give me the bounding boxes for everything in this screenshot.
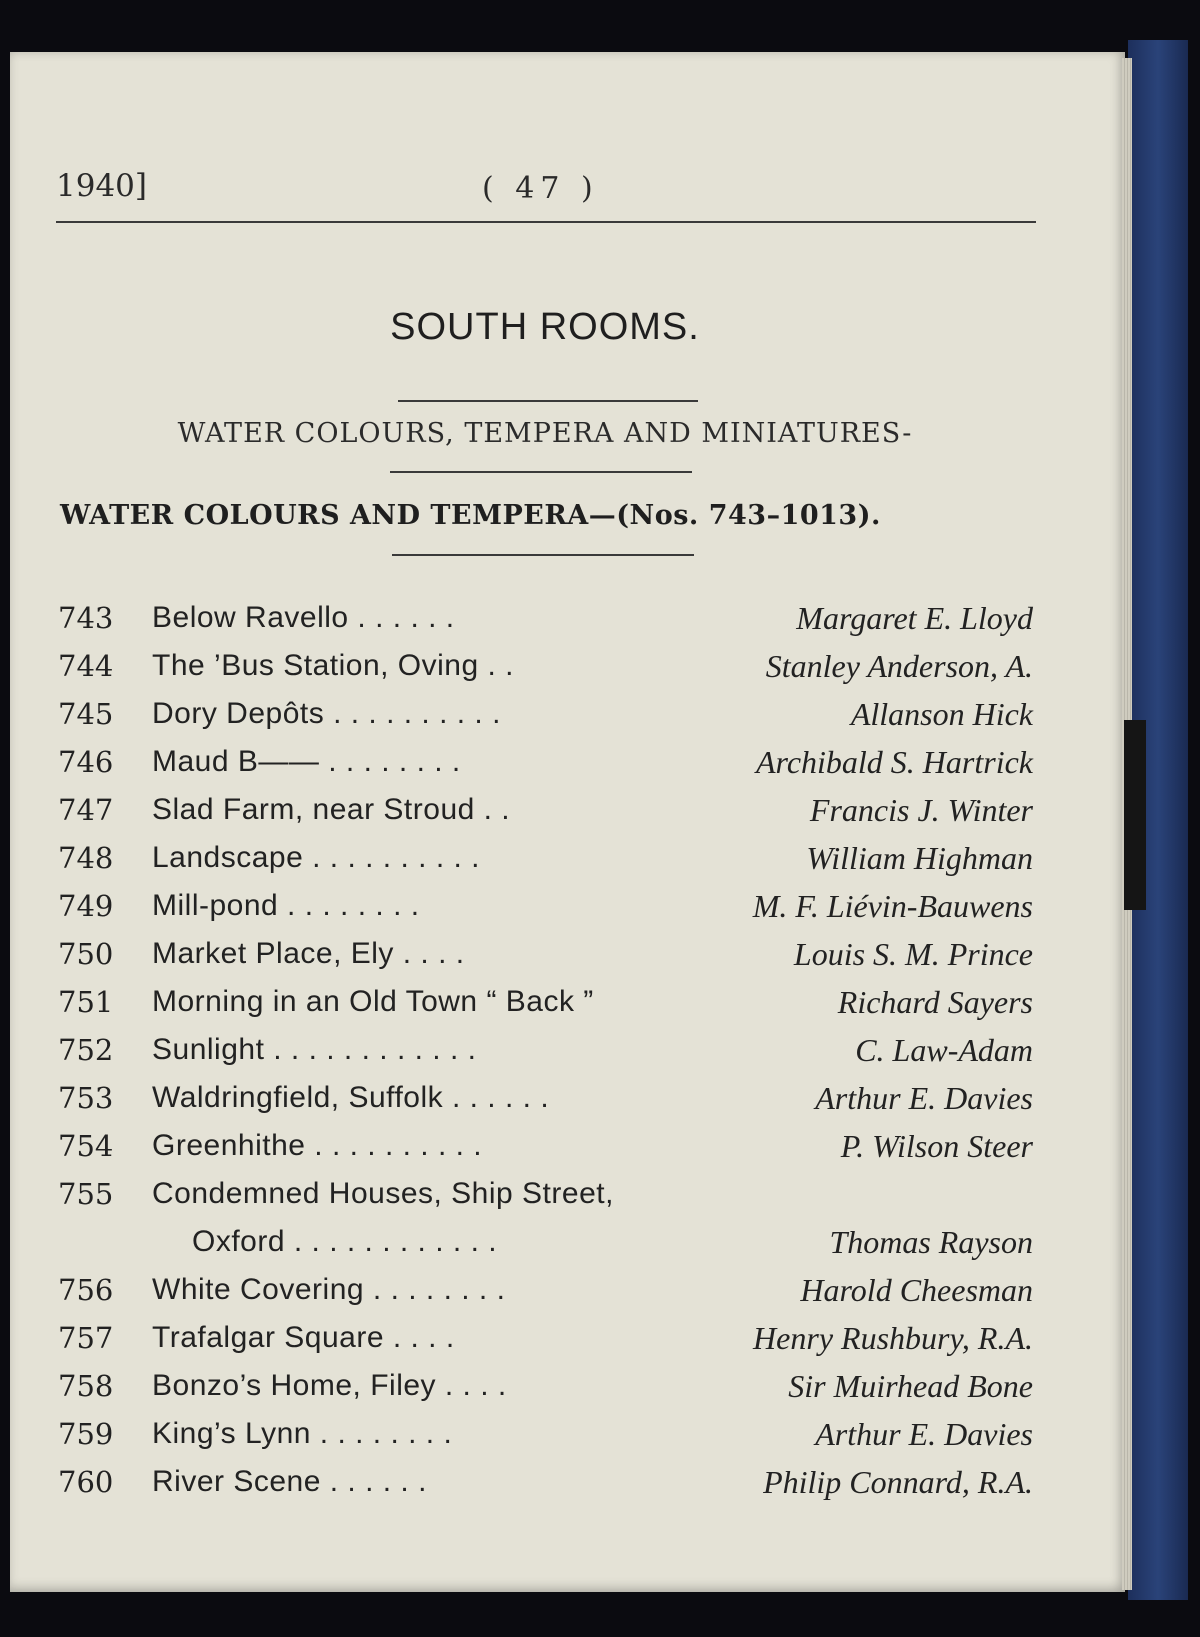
list-item xyxy=(58,930,1033,978)
entry-artist: Thomas Rayson xyxy=(829,1224,1033,1260)
entry-artist: Margaret E. Lloyd xyxy=(796,600,1033,636)
entry-number: 757 xyxy=(58,1321,114,1355)
list-item xyxy=(58,738,1033,786)
list-item xyxy=(58,834,1033,882)
entry-artist: P. Wilson Steer xyxy=(840,1128,1033,1164)
list-item xyxy=(58,642,1033,690)
list-item xyxy=(58,786,1033,834)
entry-number: 754 xyxy=(58,1129,114,1163)
entry-title: Greenhithe . . . . . . . . . . xyxy=(152,1129,483,1162)
subtitle-rule xyxy=(390,471,692,473)
entry-number: 756 xyxy=(58,1273,114,1307)
list-item xyxy=(58,1170,1033,1266)
entry-artist: C. Law-Adam xyxy=(855,1032,1033,1068)
entry-artist: Richard Sayers xyxy=(837,984,1033,1020)
entry-title: Maud B—— . . . . . . . . xyxy=(152,745,461,778)
entry-number: 743 xyxy=(58,601,114,635)
entry-title: Dory Depôts . . . . . . . . . . xyxy=(152,697,501,730)
list-item xyxy=(58,1074,1033,1122)
entry-title: Morning in an Old Town “ Back ” xyxy=(152,985,594,1018)
entry-title: Market Place, Ely . . . . xyxy=(152,937,465,970)
entry-artist: Allanson Hick xyxy=(850,696,1033,732)
entry-title: Waldringfield, Suffolk . . . . . . xyxy=(152,1081,550,1114)
entry-number: 748 xyxy=(58,841,114,875)
entry-title: King’s Lynn . . . . . . . . xyxy=(152,1417,453,1450)
list-item xyxy=(58,1314,1033,1362)
entry-artist: Sir Muirhead Bone xyxy=(788,1368,1033,1404)
entry-number: 755 xyxy=(58,1177,114,1211)
entry-title: Sunlight . . . . . . . . . . . . xyxy=(152,1033,477,1066)
entry-number: 758 xyxy=(58,1369,114,1403)
entry-artist: Harold Cheesman xyxy=(800,1272,1033,1308)
entry-title: The ’Bus Station, Oving . . xyxy=(152,649,515,682)
entry-number: 744 xyxy=(58,649,114,683)
list-item xyxy=(58,1410,1033,1458)
page-number: ( 47 ) xyxy=(482,171,599,206)
entry-number: 750 xyxy=(58,937,114,971)
entry-artist: Archibald S. Hartrick xyxy=(756,744,1033,780)
header-rule xyxy=(56,221,1036,223)
entry-title: Trafalgar Square . . . . xyxy=(152,1321,455,1354)
bookmark-ribbon xyxy=(1124,720,1146,910)
page-title: SOUTH ROOMS. xyxy=(390,306,700,348)
entry-number: 747 xyxy=(58,793,114,827)
list-item xyxy=(58,1362,1033,1410)
entry-artist: Henry Rushbury, R.A. xyxy=(753,1320,1033,1356)
entry-artist: William Highman xyxy=(806,840,1033,876)
section-heading: WATER COLOURS AND TEMPERA—(Nos. 743–1013). xyxy=(60,500,881,531)
running-head-year: 1940] xyxy=(56,168,147,204)
list-item xyxy=(58,1026,1033,1074)
list-item xyxy=(58,1266,1033,1314)
title-rule xyxy=(398,400,698,402)
list-item xyxy=(58,690,1033,738)
page-subtitle: WATER COLOURS, TEMPERA AND MINIATURES- xyxy=(177,418,913,449)
entry-number: 759 xyxy=(58,1417,114,1451)
section-rule xyxy=(392,554,694,556)
entry-title: Condemned Houses, Ship Street, xyxy=(152,1177,614,1210)
entry-number: 746 xyxy=(58,745,114,779)
list-item xyxy=(58,978,1033,1026)
entry-title: River Scene . . . . . . xyxy=(152,1465,427,1498)
entry-artist: Francis J. Winter xyxy=(809,792,1033,828)
entry-artist: Philip Connard, R.A. xyxy=(763,1464,1033,1500)
list-item xyxy=(58,1458,1033,1506)
entry-title: Below Ravello . . . . . . xyxy=(152,601,455,634)
entry-number: 753 xyxy=(58,1081,114,1115)
catalogue-list xyxy=(58,594,1033,1506)
entry-title: Mill-pond . . . . . . . . xyxy=(152,889,420,922)
entry-number: 745 xyxy=(58,697,114,731)
entry-artist: Arthur E. Davies xyxy=(815,1080,1033,1116)
entry-number: 749 xyxy=(58,889,114,923)
entry-artist: Arthur E. Davies xyxy=(815,1416,1033,1452)
entry-number: 760 xyxy=(58,1465,114,1499)
entry-number: 751 xyxy=(58,985,114,1019)
list-item xyxy=(58,882,1033,930)
list-item xyxy=(58,1122,1033,1170)
entry-artist: Stanley Anderson, A. xyxy=(765,648,1033,684)
entry-title: Landscape . . . . . . . . . . xyxy=(152,841,480,874)
entry-number: 752 xyxy=(58,1033,114,1067)
entry-artist: Louis S. M. Prince xyxy=(793,936,1033,972)
entry-artist: M. F. Liévin-Bauwens xyxy=(752,888,1033,924)
entry-title: Bonzo’s Home, Filey . . . . xyxy=(152,1369,507,1402)
list-item xyxy=(58,594,1033,642)
entry-title: Slad Farm, near Stroud . . xyxy=(152,793,511,826)
entry-title-continued: Oxford . . . . . . . . . . . . xyxy=(192,1225,498,1258)
entry-title: White Covering . . . . . . . . xyxy=(152,1273,506,1306)
